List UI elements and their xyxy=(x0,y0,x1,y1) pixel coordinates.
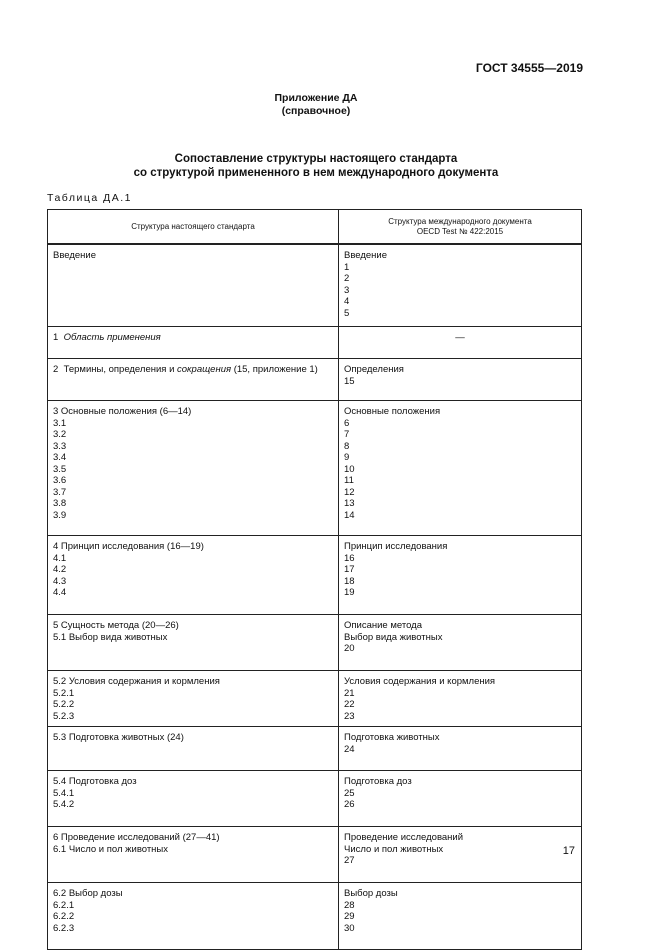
cell-line: 3.7 xyxy=(53,486,67,498)
cell-standard xyxy=(48,244,339,327)
cell-line: Принцип исследования xyxy=(344,541,448,552)
cell-standard xyxy=(48,671,339,727)
cell-line: 4 Принцип исследования (16—19) xyxy=(53,541,204,552)
cell-international xyxy=(339,771,582,827)
cell-international xyxy=(339,615,582,671)
cell-line: Выбор вида животных xyxy=(344,631,443,643)
cell-standard xyxy=(48,359,339,401)
annex-heading xyxy=(0,92,632,118)
cell-line: 4.2 xyxy=(53,564,67,575)
cell-line: 6.2.2 xyxy=(53,911,75,922)
cell-line: 8 xyxy=(344,440,350,452)
cell-line: 12 xyxy=(344,486,355,498)
cell-line: 3.5 xyxy=(53,463,67,475)
cell-line: 5.4.1 xyxy=(53,787,75,799)
column-header-international-line-1: Структура международного документа xyxy=(388,216,532,226)
cell-line: 3.2 xyxy=(53,429,67,440)
table-caption: Таблица ДА.1 xyxy=(47,192,132,204)
cell-line: 30 xyxy=(344,922,355,934)
table-row xyxy=(48,771,582,827)
cell-international xyxy=(339,671,582,727)
cell-line: 3.8 xyxy=(53,498,67,509)
annex-title: Приложение ДА xyxy=(274,92,358,104)
cell-line: Основные положения xyxy=(344,406,441,417)
cell-international xyxy=(339,244,582,327)
cell-line: 14 xyxy=(344,509,355,521)
cell-line: 5.4.2 xyxy=(53,799,75,810)
cell-line: 3 Основные положения (6—14) xyxy=(53,406,192,417)
table-row xyxy=(48,727,582,771)
comparison-table xyxy=(47,209,582,950)
cell-line: Число и пол животных xyxy=(344,843,444,855)
cell-italic-text: сокращения xyxy=(177,364,232,375)
cell-line: Выбор дозы xyxy=(344,888,398,899)
cell-line: Описание метода xyxy=(344,620,422,631)
cell-line: 5.1 Выбор вида животных xyxy=(53,631,168,643)
cell-international xyxy=(339,327,582,359)
table-row xyxy=(48,536,582,615)
cell-standard xyxy=(48,883,339,950)
table-row xyxy=(48,401,582,536)
cell-line: 11 xyxy=(344,475,354,486)
cell-standard xyxy=(48,771,339,827)
cell-standard xyxy=(48,536,339,615)
column-header-international-line-2: OECD Test № 422:2015 xyxy=(416,226,504,236)
cell-line: 5.3 Подготовка животных (24) xyxy=(53,732,184,743)
cell-line: 6 Проведение исследований (27—41) xyxy=(53,832,220,843)
cell-line: 29 xyxy=(344,911,355,922)
cell-line: 5.2 Условия содержания и кормления xyxy=(53,676,220,687)
cell-line: 2 xyxy=(344,273,350,284)
cell-line: 3.9 xyxy=(53,509,67,521)
cell-international xyxy=(339,727,582,771)
cell-line: 6.2.3 xyxy=(53,922,75,934)
cell-standard xyxy=(48,401,339,536)
cell-line: 3.1 xyxy=(53,417,67,429)
table-row xyxy=(48,615,582,671)
cell-text: (15, приложение 1) xyxy=(233,364,318,375)
cell-line: 18 xyxy=(344,575,355,587)
cell-line: 3 xyxy=(344,284,350,296)
document-code: ГОСТ 34555—2019 xyxy=(475,61,583,75)
cell-line: 6.1 Число и пол животных xyxy=(53,843,169,855)
cell-line: 25 xyxy=(344,787,355,799)
column-header-standard: Структура настоящего стандарта xyxy=(48,210,339,245)
cell-line: 4.1 xyxy=(53,552,67,564)
cell-italic-text: Область применения xyxy=(63,332,161,343)
cell-international xyxy=(339,827,582,883)
annex-subtitle: (справочное) xyxy=(281,105,351,117)
cell-line: 27 xyxy=(344,855,355,866)
cell-line: 4.4 xyxy=(53,587,67,598)
cell-text: 1 xyxy=(53,332,59,343)
cell-line: Введение xyxy=(53,250,97,261)
cell-line: 13 xyxy=(344,498,355,509)
cell-line: 7 xyxy=(344,429,350,440)
cell-line: 10 xyxy=(344,463,355,475)
cell-international xyxy=(339,883,582,950)
column-header-international xyxy=(339,210,582,245)
cell-line xyxy=(53,332,333,344)
cell-line: 23 xyxy=(344,710,355,722)
cell-line: 4.3 xyxy=(53,575,67,587)
table-row xyxy=(48,671,582,727)
cell-line: Проведение исследований xyxy=(344,832,464,843)
cell-line: 28 xyxy=(344,899,355,911)
cell-line: 17 xyxy=(344,564,355,575)
cell-standard xyxy=(48,727,339,771)
cell-line: Определения xyxy=(344,364,404,375)
cell-international xyxy=(339,401,582,536)
cell-line: 19 xyxy=(344,587,355,598)
cell-international xyxy=(339,536,582,615)
cell-line: 9 xyxy=(344,452,350,463)
cell-line: 3.6 xyxy=(53,475,67,486)
table-row xyxy=(48,327,582,359)
cell-line: 5.2.2 xyxy=(53,699,75,710)
page-title-line-1: Сопоставление структуры настоящего стандарта xyxy=(174,153,458,165)
table-body xyxy=(48,244,582,950)
page-title-line-2: со структурой примененного в нем международного документа xyxy=(133,167,499,179)
cell-line: 3.3 xyxy=(53,440,67,452)
cell-line: Подготовка животных xyxy=(344,732,440,743)
table-row xyxy=(48,244,582,327)
page-title xyxy=(0,152,632,180)
cell-line: 6 xyxy=(344,417,350,429)
cell-line: Условия содержания и кормления xyxy=(344,676,496,687)
cell-standard xyxy=(48,615,339,671)
cell-line: 5 Сущность метода (20—26) xyxy=(53,620,179,631)
table-row xyxy=(48,883,582,950)
cell-line: 5.2.1 xyxy=(53,687,75,699)
table-row xyxy=(48,359,582,401)
cell-line: 6.2.1 xyxy=(53,899,75,911)
cell-line: 16 xyxy=(344,552,355,564)
cell-line: 5 xyxy=(344,307,350,319)
cell-dash: — xyxy=(455,332,465,343)
cell-text: Термины, определения и xyxy=(63,364,175,375)
cell-line: 4 xyxy=(344,296,350,307)
cell-line: 3.4 xyxy=(53,452,67,463)
table-header-row xyxy=(48,210,582,245)
cell-text: 2 xyxy=(53,364,59,375)
table-row xyxy=(48,827,582,883)
page-number: 17 xyxy=(562,845,575,857)
cell-line: 1 xyxy=(344,261,350,273)
cell-line: 21 xyxy=(344,687,355,699)
cell-line: 6.2 Выбор дозы xyxy=(53,888,123,899)
cell-line: 20 xyxy=(344,643,355,654)
cell-line: 24 xyxy=(344,743,355,755)
cell-line: 22 xyxy=(344,699,355,710)
cell-line: 15 xyxy=(344,375,355,387)
cell-line: 5.2.3 xyxy=(53,710,75,722)
cell-international xyxy=(339,359,582,401)
cell-line: 26 xyxy=(344,799,355,810)
cell-standard xyxy=(48,327,339,359)
cell-line: Подготовка доз xyxy=(344,776,412,787)
cell-line: Введение xyxy=(344,250,388,261)
cell-standard xyxy=(48,827,339,883)
cell-line: 5.4 Подготовка доз xyxy=(53,776,137,787)
cell-line xyxy=(53,364,333,376)
